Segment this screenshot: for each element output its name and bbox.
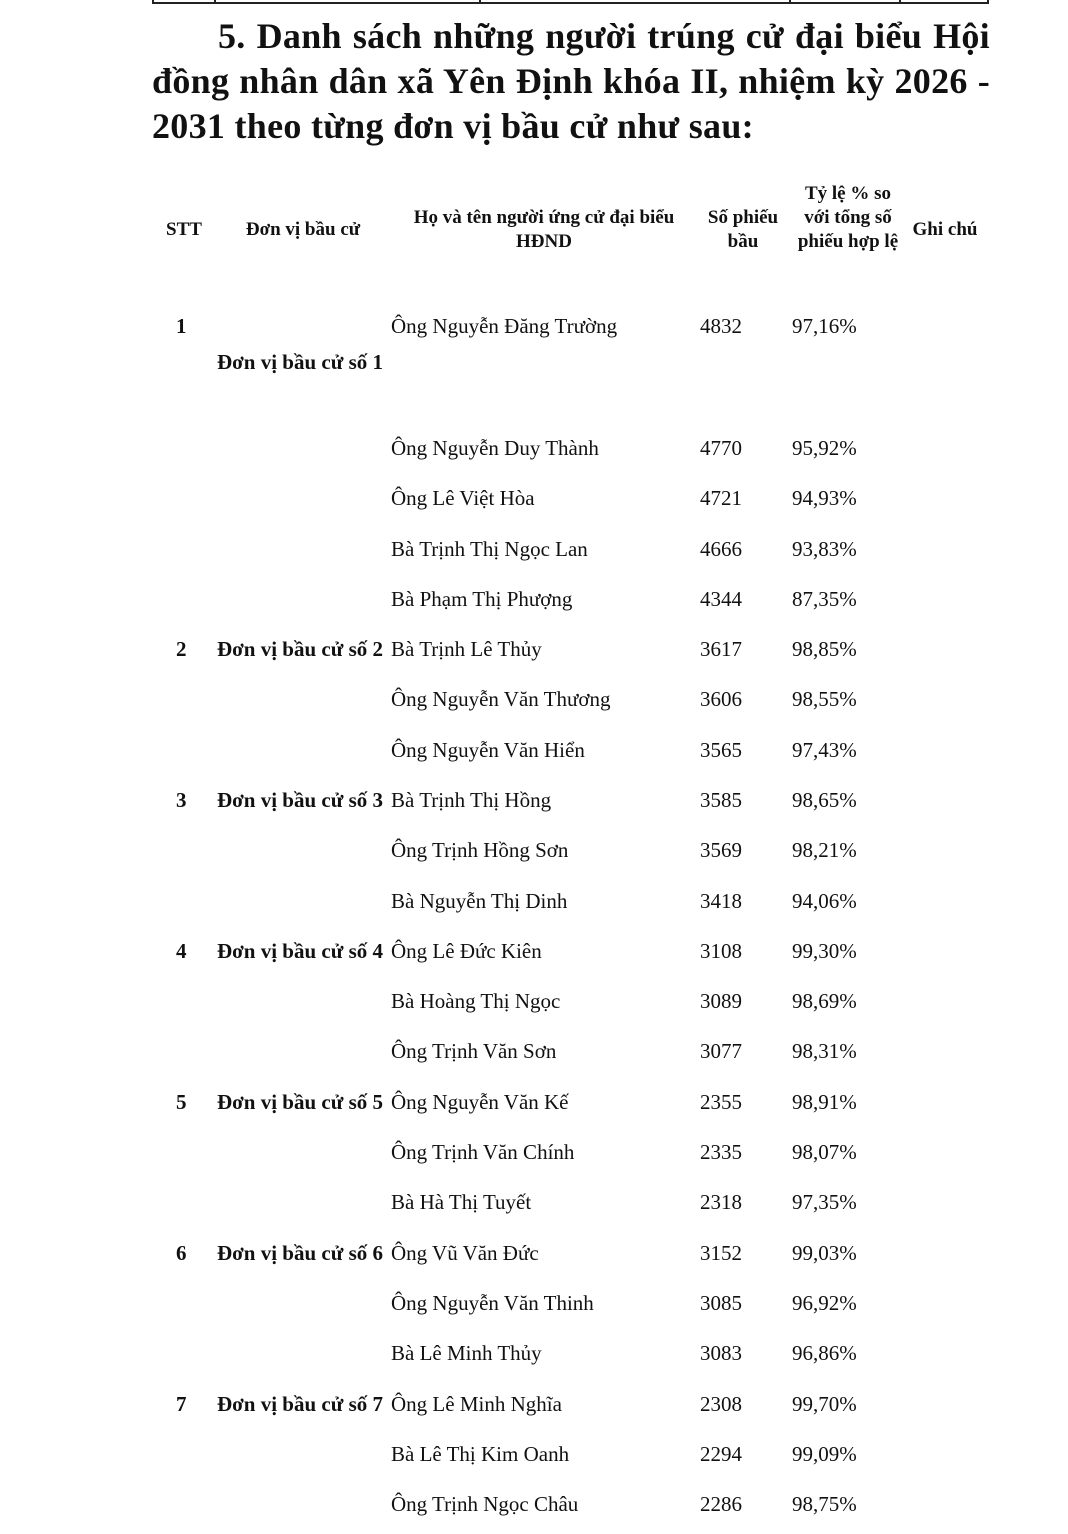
unit-label: Đơn vị bầu cử số 6	[217, 1241, 384, 1265]
candidate-name: Bà Trịnh Thị Hồng	[391, 788, 552, 812]
vote-percent: 97,43%	[792, 738, 857, 762]
candidate-name: Ông Trịnh Hồng Sơn	[391, 838, 569, 862]
vote-count: 3569	[700, 838, 742, 862]
vote-percent: 94,93%	[792, 486, 857, 510]
candidate-name: Ông Lê Đức Kiên	[391, 939, 542, 963]
candidate-name: Bà Trịnh Lê Thủy	[391, 637, 542, 661]
vote-count: 4832	[700, 314, 742, 338]
vote-percent: 93,83%	[792, 537, 857, 561]
top-table-edge-tick	[789, 0, 791, 4]
unit-label: Đơn vị bầu cử số 3	[217, 788, 384, 812]
vote-percent: 99,03%	[792, 1241, 857, 1265]
vote-percent: 98,55%	[792, 687, 857, 711]
vote-count: 4666	[700, 537, 742, 561]
vote-count: 2286	[700, 1492, 742, 1516]
header-stt: STT	[166, 219, 202, 240]
vote-percent: 98,85%	[792, 637, 857, 661]
vote-count: 4721	[700, 486, 742, 510]
candidate-name: Bà Trịnh Thị Ngọc Lan	[391, 537, 588, 561]
vote-count: 3083	[700, 1341, 742, 1365]
vote-count: 3108	[700, 939, 742, 963]
unit-stt: 7	[176, 1392, 187, 1416]
unit-stt: 6	[176, 1241, 187, 1265]
vote-percent: 94,06%	[792, 889, 857, 913]
vote-count: 2294	[700, 1442, 742, 1466]
candidate-name: Bà Lê Minh Thủy	[391, 1341, 542, 1365]
vote-count: 2335	[700, 1140, 742, 1164]
unit-stt: 3	[176, 788, 187, 812]
top-table-edge	[152, 0, 989, 4]
vote-count: 2355	[700, 1090, 742, 1114]
vote-count: 4344	[700, 587, 742, 611]
candidate-name: Ông Nguyễn Văn Thinh	[391, 1291, 594, 1315]
unit-stt: 5	[176, 1090, 187, 1114]
candidate-name: Ông Lê Minh Nghĩa	[391, 1392, 562, 1416]
unit-stt: 2	[176, 637, 187, 661]
vote-count: 4770	[700, 436, 742, 460]
vote-percent: 87,35%	[792, 587, 857, 611]
header-unit: Đơn vị bầu cử	[245, 219, 361, 240]
candidate-name: Ông Trịnh Ngọc Châu	[391, 1492, 579, 1516]
unit-label: Đơn vị bầu cử số 1	[217, 350, 384, 374]
unit-stt: 1	[176, 314, 187, 338]
candidate-name: Ông Nguyễn Văn Hiển	[391, 738, 585, 762]
vote-percent: 98,75%	[792, 1492, 857, 1516]
header-note: Ghi chú	[912, 219, 978, 240]
vote-percent: 99,30%	[792, 939, 857, 963]
vote-count: 3077	[700, 1039, 742, 1063]
candidate-name: Ông Lê Việt Hòa	[391, 486, 535, 510]
vote-count: 3418	[700, 889, 742, 913]
vote-percent: 98,69%	[792, 989, 857, 1013]
candidate-name: Ông Trịnh Văn Chính	[391, 1140, 575, 1164]
unit-label: Đơn vị bầu cử số 7	[217, 1392, 384, 1416]
candidate-name: Ông Vũ Văn Đức	[391, 1241, 539, 1265]
vote-count: 2318	[700, 1190, 742, 1214]
candidate-name: Ông Nguyễn Duy Thành	[391, 436, 599, 460]
vote-percent: 98,31%	[792, 1039, 857, 1063]
candidate-name: Bà Hà Thị Tuyết	[391, 1190, 532, 1214]
vote-percent: 98,91%	[792, 1090, 857, 1114]
vote-count: 3617	[700, 637, 742, 661]
vote-percent: 98,65%	[792, 788, 857, 812]
section-heading: 5. Danh sách những người trúng cử đại biểu Hội đồng nhân dân xã Yên Định khóa II, nhiệm kỳ 2026 - 2031 theo từng đơn vị bầu cử như sau:	[152, 16, 990, 146]
top-table-edge-tick	[479, 0, 481, 4]
vote-count: 3565	[700, 738, 742, 762]
candidate-name: Ông Trịnh Văn Sơn	[391, 1039, 557, 1063]
candidate-name: Ông Nguyễn Đăng Trường	[391, 314, 618, 338]
candidate-name: Ông Nguyễn Văn Thương	[391, 687, 611, 711]
vote-count: 3606	[700, 687, 742, 711]
vote-count: 3152	[700, 1241, 742, 1265]
vote-count: 3089	[700, 989, 742, 1013]
vote-percent: 98,21%	[792, 838, 857, 862]
vote-percent: 97,16%	[792, 314, 857, 338]
vote-count: 3585	[700, 788, 742, 812]
vote-percent: 99,09%	[792, 1442, 857, 1466]
unit-label: Đơn vị bầu cử số 5	[217, 1090, 384, 1114]
vote-count: 3085	[700, 1291, 742, 1315]
vote-percent: 95,92%	[792, 436, 857, 460]
header-percent: Tỷ lệ % so với tổng số phiếu hợp lệ	[797, 183, 899, 252]
vote-percent: 99,70%	[792, 1392, 857, 1416]
unit-stt: 4	[176, 939, 187, 963]
top-table-edge-tick	[899, 0, 901, 4]
vote-percent: 98,07%	[792, 1140, 857, 1164]
candidate-name: Bà Nguyễn Thị Dinh	[391, 889, 568, 913]
top-table-edge-tick	[214, 0, 216, 4]
vote-percent: 96,92%	[792, 1291, 857, 1315]
candidate-name: Bà Phạm Thị Phượng	[391, 587, 573, 611]
unit-label: Đơn vị bầu cử số 2	[217, 637, 384, 661]
candidate-name: Bà Lê Thị Kim Oanh	[391, 1442, 570, 1466]
vote-percent: 96,86%	[792, 1341, 857, 1365]
header-name: Họ và tên người ứng cử đại biểu HĐND	[413, 207, 675, 252]
vote-count: 2308	[700, 1392, 742, 1416]
candidate-name: Bà Hoàng Thị Ngọc	[391, 989, 561, 1013]
unit-label: Đơn vị bầu cử số 4	[217, 939, 384, 963]
header-votes: Số phiếu bầu	[707, 207, 779, 252]
candidate-name: Ông Nguyễn Văn Kế	[391, 1090, 569, 1114]
vote-percent: 97,35%	[792, 1190, 857, 1214]
